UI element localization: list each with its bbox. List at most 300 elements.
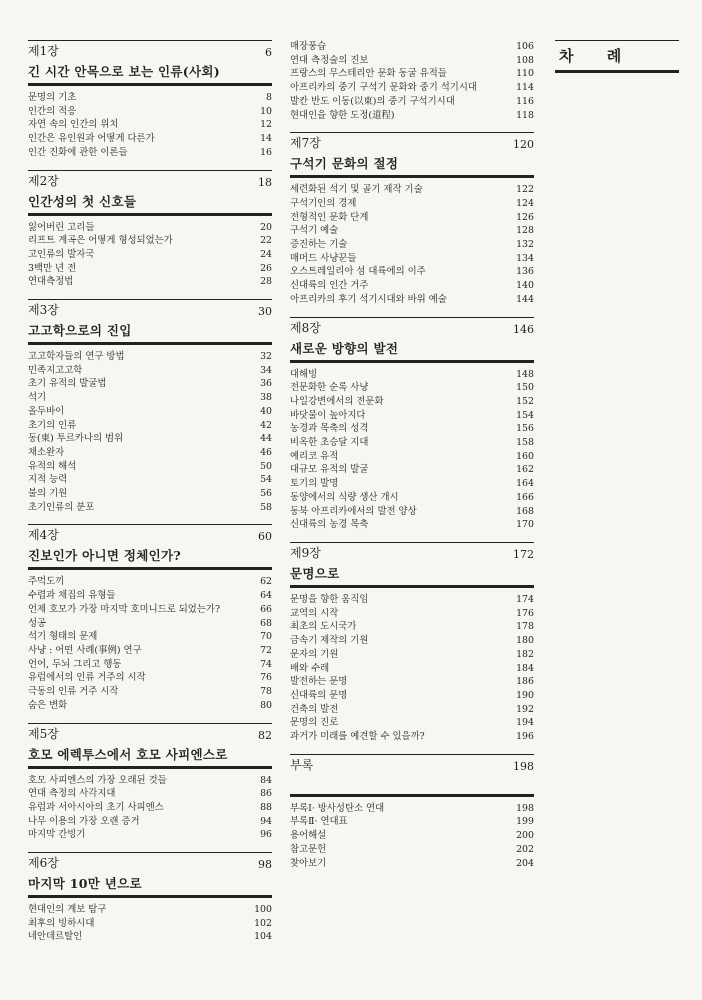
entry-title: 고고학자들의 연구 방법 — [28, 351, 125, 363]
toc-entry — [290, 238, 534, 252]
entry-page: 198 — [516, 802, 534, 814]
entry-title: 불의 기원 — [28, 488, 68, 500]
entry-title: 연대 측정술의 진보 — [290, 54, 369, 66]
toc-entry — [290, 491, 534, 505]
entry-page: 40 — [260, 405, 272, 417]
toc-entry — [290, 265, 534, 279]
entry-page: 84 — [260, 774, 272, 786]
entry-page: 128 — [516, 225, 534, 237]
toc-heading: 차 례 — [555, 40, 679, 73]
entry-page: 126 — [516, 211, 534, 223]
toc-entry — [290, 662, 534, 676]
toc-entry — [28, 419, 272, 433]
toc-entry — [290, 593, 534, 607]
entry-title: 교역의 시작 — [290, 607, 339, 619]
entry-page: 184 — [516, 662, 534, 674]
chapter-title: 새로운 방향의 발전 — [290, 336, 534, 363]
entry-title: 문자의 기원 — [290, 648, 339, 660]
chapter-page: 6 — [265, 46, 272, 59]
entry-page: 70 — [260, 631, 272, 643]
entry-title: 극동의 인류 거주 시작 — [28, 686, 119, 698]
entry-page: 136 — [516, 266, 534, 278]
toc-entry — [290, 395, 534, 409]
toc-entry — [28, 473, 272, 487]
entry-page: 12 — [260, 119, 272, 131]
chapter-section — [290, 132, 534, 306]
chapter-label: 부록 — [290, 757, 314, 772]
toc-entry — [28, 930, 272, 944]
entry-title: 고인류의 발자국 — [28, 248, 95, 260]
toc-entry — [28, 828, 272, 842]
toc-entry — [290, 607, 534, 621]
entry-page: 8 — [266, 92, 272, 103]
toc-entry — [28, 221, 272, 235]
entry-page: 158 — [516, 437, 534, 449]
toc-entry — [290, 211, 534, 225]
toc-entry — [290, 857, 534, 871]
chapter-title: 고고학으로의 진입 — [28, 318, 272, 345]
toc-entry — [290, 409, 534, 423]
entry-page: 50 — [260, 460, 272, 472]
chapter-label: 제6장 — [28, 856, 59, 871]
toc-entry — [290, 224, 534, 238]
toc-entry — [28, 903, 272, 917]
entry-title: 초기의 인류 — [28, 419, 77, 431]
entry-title: 참고문헌 — [290, 843, 327, 855]
chapter-section — [28, 524, 272, 712]
toc-entry — [28, 685, 272, 699]
entry-title: 대규모 유적의 발굴 — [290, 464, 369, 476]
entry-title: 자연 속의 인간의 위치 — [28, 119, 119, 131]
entry-title: 신대륙의 농경 목축 — [290, 519, 369, 531]
chapter-header — [28, 40, 272, 59]
entry-title: 수렵과 채집의 유형들 — [28, 590, 116, 602]
entry-page: 108 — [516, 54, 534, 66]
toc-entry — [290, 40, 534, 54]
entry-title: 호모 사피엔스의 가장 오래된 것들 — [28, 774, 167, 786]
entry-title: 증진하는 기술 — [290, 239, 348, 251]
toc-entry — [28, 446, 272, 460]
entry-title: 채소완자 — [28, 446, 65, 458]
entry-page: 26 — [260, 262, 272, 274]
entry-title: 민족지고고학 — [28, 364, 83, 376]
toc-entry — [28, 460, 272, 474]
entry-title: 언제 호모가 가장 마지막 호미니드로 되었는가? — [28, 603, 220, 615]
chapter-label: 제8장 — [290, 320, 321, 335]
toc-entry — [28, 262, 272, 276]
toc-entry — [28, 432, 272, 446]
chapter-title — [290, 773, 534, 797]
entry-page: 166 — [516, 491, 534, 503]
entry-page: 102 — [254, 917, 272, 929]
entry-title: 토기의 발명 — [290, 478, 339, 490]
toc-entry — [28, 91, 272, 105]
chapter-section — [290, 317, 534, 532]
toc-entry — [290, 620, 534, 634]
entry-title: 네안데르탈인 — [28, 931, 83, 943]
entry-page: 168 — [516, 505, 534, 517]
chapter-section — [28, 299, 272, 514]
toc-entry — [290, 183, 534, 197]
entry-title: 아프리카의 후기 석기시대와 바위 예술 — [290, 293, 447, 305]
entry-page: 150 — [516, 382, 534, 394]
entry-title: 동양에서의 식량 생산 개시 — [290, 491, 399, 503]
continued-entries — [290, 40, 534, 122]
chapter-label: 제7장 — [290, 136, 321, 151]
toc-entry — [28, 658, 272, 672]
chapter-section — [290, 542, 534, 744]
entry-page: 16 — [260, 146, 272, 158]
entry-title: 전문화한 순록 사냥 — [290, 382, 369, 394]
toc-entry — [290, 279, 534, 293]
toc-entry — [28, 234, 272, 248]
entry-page: 22 — [260, 235, 272, 247]
entry-page: 116 — [516, 95, 534, 107]
chapter-page: 60 — [258, 530, 272, 544]
entry-title: 마지막 간빙기 — [28, 829, 86, 841]
toc-entry — [290, 422, 534, 436]
entry-title: 언어, 두뇌 그리고 행동 — [28, 658, 122, 670]
entry-title: 동(東) 투르카나의 범위 — [28, 433, 124, 445]
toc-entry — [290, 450, 534, 464]
entry-page: 104 — [254, 931, 272, 943]
entry-title: 사냥 : 어떤 사례(事例) 연구 — [28, 644, 142, 656]
chapter-header — [28, 852, 272, 871]
chapter-header — [28, 723, 272, 742]
entry-title: 유럽에서의 인류 거주의 시작 — [28, 672, 146, 684]
entry-page: 190 — [516, 689, 534, 701]
entry-title: 바닷물이 높아지다 — [290, 409, 366, 421]
entry-title: 유럽과 서아시아의 초기 사피엔스 — [28, 801, 164, 813]
entry-page: 110 — [516, 68, 534, 80]
entry-page: 196 — [516, 731, 534, 743]
chapter-label: 제3장 — [28, 303, 59, 318]
chapter-title: 구석기 문화의 절정 — [290, 151, 534, 178]
entry-page: 156 — [516, 423, 534, 435]
toc-entry — [290, 716, 534, 730]
entry-page: 134 — [516, 252, 534, 264]
entry-title: 초기인류의 분포 — [28, 501, 95, 513]
entry-page: 148 — [516, 368, 534, 380]
entry-title: 과거가 미래를 예견할 수 있을까? — [290, 731, 425, 743]
entry-title: 부록Ⅱ· 연대표 — [290, 816, 348, 828]
chapter-page: 120 — [513, 138, 534, 152]
chapter-label: 제4장 — [28, 528, 59, 543]
toc-entry — [290, 463, 534, 477]
entry-page: 174 — [516, 593, 534, 605]
entry-title: 3백만 년 전 — [28, 262, 77, 274]
chapter-page: 198 — [513, 759, 534, 773]
entry-title: 배와 수레 — [290, 662, 330, 674]
entry-page: 80 — [260, 699, 272, 711]
entry-title: 오스트레일리아 섬 대륙에의 이주 — [290, 266, 426, 278]
entry-title: 신대륙의 인간 거주 — [290, 280, 369, 292]
toc-entry — [290, 675, 534, 689]
entry-title: 대해빙 — [290, 368, 318, 380]
chapter-title: 인간성의 첫 신호들 — [28, 189, 272, 216]
entry-page: 10 — [260, 105, 272, 117]
toc-entry — [28, 118, 272, 132]
entry-page: 154 — [516, 409, 534, 421]
toc-column-left — [28, 40, 272, 954]
toc-entry — [290, 252, 534, 266]
entry-title: 최후의 빙하시대 — [28, 917, 95, 929]
entry-title: 최초의 도시국가 — [290, 621, 357, 633]
entry-page: 74 — [260, 658, 272, 670]
entry-title: 현대인을 향한 도정(道程) — [290, 109, 395, 121]
entry-page: 46 — [260, 446, 272, 458]
chapter-page: 30 — [258, 305, 272, 319]
entry-title: 예리코 유적 — [290, 450, 339, 462]
entry-page: 192 — [516, 703, 534, 715]
toc-entry — [290, 67, 534, 81]
entry-title: 문명을 향한 움직임 — [290, 593, 369, 605]
entry-page: 182 — [516, 648, 534, 660]
toc-entry — [28, 501, 272, 515]
entry-title: 인간 진화에 관한 이론들 — [28, 146, 128, 158]
toc-entry — [28, 917, 272, 931]
entry-title: 구석기 예술 — [290, 225, 339, 237]
entry-title: 숨은 변화 — [28, 699, 68, 711]
toc-entry — [290, 293, 534, 307]
entry-title: 구석기인의 경제 — [290, 197, 357, 209]
toc-entry — [290, 54, 534, 68]
toc-entry — [28, 603, 272, 617]
entry-title: 발전하는 문명 — [290, 676, 348, 688]
entry-title: 용어해설 — [290, 830, 327, 842]
entry-page: 76 — [260, 672, 272, 684]
toc-entry — [28, 275, 272, 289]
entry-title: 신대륙의 문명 — [290, 689, 348, 701]
entry-title: 석기 — [28, 392, 47, 404]
entry-page: 72 — [260, 644, 272, 656]
entry-page: 20 — [260, 221, 272, 233]
entry-title: 올두바이 — [28, 405, 65, 417]
entry-title: 건축의 발전 — [290, 703, 339, 715]
entry-page: 132 — [516, 239, 534, 251]
toc-entry — [290, 477, 534, 491]
entry-title: 동북 아프리카에서의 발전 양상 — [290, 505, 417, 517]
chapter-title: 긴 시간 안목으로 보는 인류(사회) — [28, 59, 272, 86]
entry-title: 비옥한 초승달 지대 — [290, 437, 369, 449]
toc-entry — [28, 105, 272, 119]
toc-entry — [290, 703, 534, 717]
entry-page: 36 — [260, 378, 272, 390]
toc-entry — [28, 787, 272, 801]
entry-page: 180 — [516, 635, 534, 647]
toc-entry — [290, 197, 534, 211]
entry-title: 농경과 목축의 성격 — [290, 423, 369, 435]
entry-page: 62 — [260, 576, 272, 588]
chapter-label: 제2장 — [28, 173, 59, 188]
entry-page: 44 — [260, 433, 272, 445]
entry-title: 발칸 반도 이동(以東)의 중기 구석기시대 — [290, 95, 455, 107]
entry-page: 28 — [260, 276, 272, 288]
toc-entry — [290, 815, 534, 829]
chapter-title: 진보인가 아니면 정체인가? — [28, 543, 272, 570]
toc-entry — [28, 699, 272, 713]
toc-entry — [28, 487, 272, 501]
entry-page: 14 — [260, 133, 272, 145]
chapter-section — [28, 40, 272, 160]
toc-entry — [28, 801, 272, 815]
toc-entry — [290, 368, 534, 382]
chapter-section — [28, 852, 272, 944]
toc-entry — [28, 405, 272, 419]
entry-page: 38 — [260, 392, 272, 404]
chapter-title: 호모 에렉투스에서 호모 사피엔스로 — [28, 742, 272, 769]
toc-entry — [290, 730, 534, 744]
chapter-header — [28, 299, 272, 318]
entry-title: 지적 능력 — [28, 474, 68, 486]
toc-entry — [28, 248, 272, 262]
entry-page: 32 — [260, 351, 272, 363]
entry-page: 78 — [260, 686, 272, 698]
toc-entry — [290, 829, 534, 843]
toc-entry — [28, 644, 272, 658]
toc-entry — [28, 671, 272, 685]
entry-page: 88 — [260, 801, 272, 813]
toc-entry — [290, 843, 534, 857]
entry-page: 106 — [516, 41, 534, 52]
toc-entry — [28, 146, 272, 160]
toc-entry — [290, 648, 534, 662]
entry-title: 현대인의 계보 탐구 — [28, 904, 107, 916]
entry-title: 리프트 계곡은 어떻게 형성되었는가 — [28, 235, 173, 247]
chapter-header — [290, 317, 534, 336]
entry-title: 찾아보기 — [290, 857, 327, 869]
chapter-page: 98 — [258, 858, 272, 872]
toc-entry — [290, 634, 534, 648]
entry-title: 잃어버린 고리들 — [28, 221, 95, 233]
toc-entry — [290, 802, 534, 816]
chapter-section — [28, 170, 272, 290]
chapter-label: 제1장 — [28, 44, 59, 58]
toc-entry — [28, 364, 272, 378]
entry-page: 66 — [260, 603, 272, 615]
entry-page: 54 — [260, 474, 272, 486]
entry-page: 58 — [260, 501, 272, 513]
toc-entry — [290, 81, 534, 95]
entry-page: 204 — [516, 857, 534, 869]
entry-page: 202 — [516, 843, 534, 855]
entry-title: 성공 — [28, 617, 47, 629]
entry-title: 부록Ⅰ· 방사성탄소 연대 — [290, 802, 385, 814]
entry-page: 140 — [516, 280, 534, 292]
entry-page: 124 — [516, 197, 534, 209]
entry-page: 94 — [260, 815, 272, 827]
chapter-label: 제9장 — [290, 545, 321, 560]
chapter-title: 마지막 10만 년으로 — [28, 871, 272, 898]
entry-page: 200 — [516, 830, 534, 842]
chapter-title: 문명으로 — [290, 561, 534, 588]
entry-title: 매장풍습 — [290, 41, 327, 52]
chapter-header — [290, 542, 534, 561]
entry-page: 114 — [516, 82, 534, 94]
entry-page: 42 — [260, 419, 272, 431]
toc-entry — [28, 589, 272, 603]
entry-page: 199 — [516, 816, 534, 828]
entry-page: 100 — [254, 904, 272, 916]
entry-page: 160 — [516, 450, 534, 462]
toc-entry — [28, 377, 272, 391]
entry-title: 세련화된 석기 및 골기 제작 기술 — [290, 184, 423, 196]
toc-entry — [290, 505, 534, 519]
toc-entry — [28, 132, 272, 146]
entry-title: 주먹도끼 — [28, 576, 65, 588]
entry-page: 24 — [260, 248, 272, 260]
toc-entry — [290, 381, 534, 395]
chapter-header — [28, 170, 272, 189]
entry-page: 164 — [516, 478, 534, 490]
chapter-page: 82 — [258, 728, 272, 742]
toc-entry — [28, 815, 272, 829]
toc-entry — [290, 689, 534, 703]
entry-title: 금속기 제작의 기원 — [290, 635, 369, 647]
entry-page: 152 — [516, 395, 534, 407]
toc-entry — [28, 575, 272, 589]
entry-page: 170 — [516, 519, 534, 531]
entry-page: 34 — [260, 364, 272, 376]
entry-title: 유적의 해석 — [28, 460, 77, 472]
entry-page: 96 — [260, 829, 272, 841]
entry-title: 연대 측정의 사각지대 — [28, 788, 116, 800]
entry-page: 178 — [516, 621, 534, 633]
chapter-header — [28, 524, 272, 543]
entry-page: 186 — [516, 676, 534, 688]
entry-page: 176 — [516, 607, 534, 619]
toc-entry — [28, 350, 272, 364]
entry-title: 인간의 적응 — [28, 105, 77, 117]
entry-title: 아프리카의 중기 구석기 문화와 중기 석기시대 — [290, 82, 477, 94]
entry-title: 나무 이용의 가장 오랜 증거 — [28, 815, 140, 827]
chapter-header — [290, 132, 534, 151]
toc-entry — [28, 774, 272, 788]
toc-entry — [28, 630, 272, 644]
toc-entry — [290, 95, 534, 109]
entry-title: 전형적인 문화 단계 — [290, 211, 369, 223]
entry-page: 194 — [516, 717, 534, 729]
entry-page: 56 — [260, 488, 272, 500]
chapter-header — [290, 754, 534, 773]
entry-title: 나일강변에서의 전문화 — [290, 395, 384, 407]
entry-title: 매머드 사냥꾼들 — [290, 252, 357, 264]
entry-page: 68 — [260, 617, 272, 629]
entry-page: 86 — [260, 788, 272, 800]
entry-title: 문명의 기초 — [28, 92, 77, 103]
toc-column-middle — [290, 40, 534, 880]
entry-page: 162 — [516, 464, 534, 476]
chapter-page: 172 — [513, 547, 534, 561]
entry-title: 연대측정법 — [28, 276, 74, 288]
toc-entry — [290, 109, 534, 123]
entry-page: 118 — [516, 109, 534, 121]
entry-title: 초기 유적의 발굴법 — [28, 378, 107, 390]
chapter-label: 제5장 — [28, 726, 59, 741]
entry-page: 122 — [516, 184, 534, 196]
chapter-section — [290, 754, 534, 871]
toc-entry — [28, 391, 272, 405]
chapter-page: 146 — [513, 322, 534, 336]
chapter-section — [28, 723, 272, 843]
entry-title: 석기 형태의 문제 — [28, 631, 98, 643]
entry-page: 144 — [516, 293, 534, 305]
entry-page: 64 — [260, 590, 272, 602]
toc-entry — [290, 436, 534, 450]
toc-entry — [290, 518, 534, 532]
toc-entry — [28, 617, 272, 631]
entry-title: 프랑스의 무스테리안 문화 동굴 유적들 — [290, 68, 447, 80]
